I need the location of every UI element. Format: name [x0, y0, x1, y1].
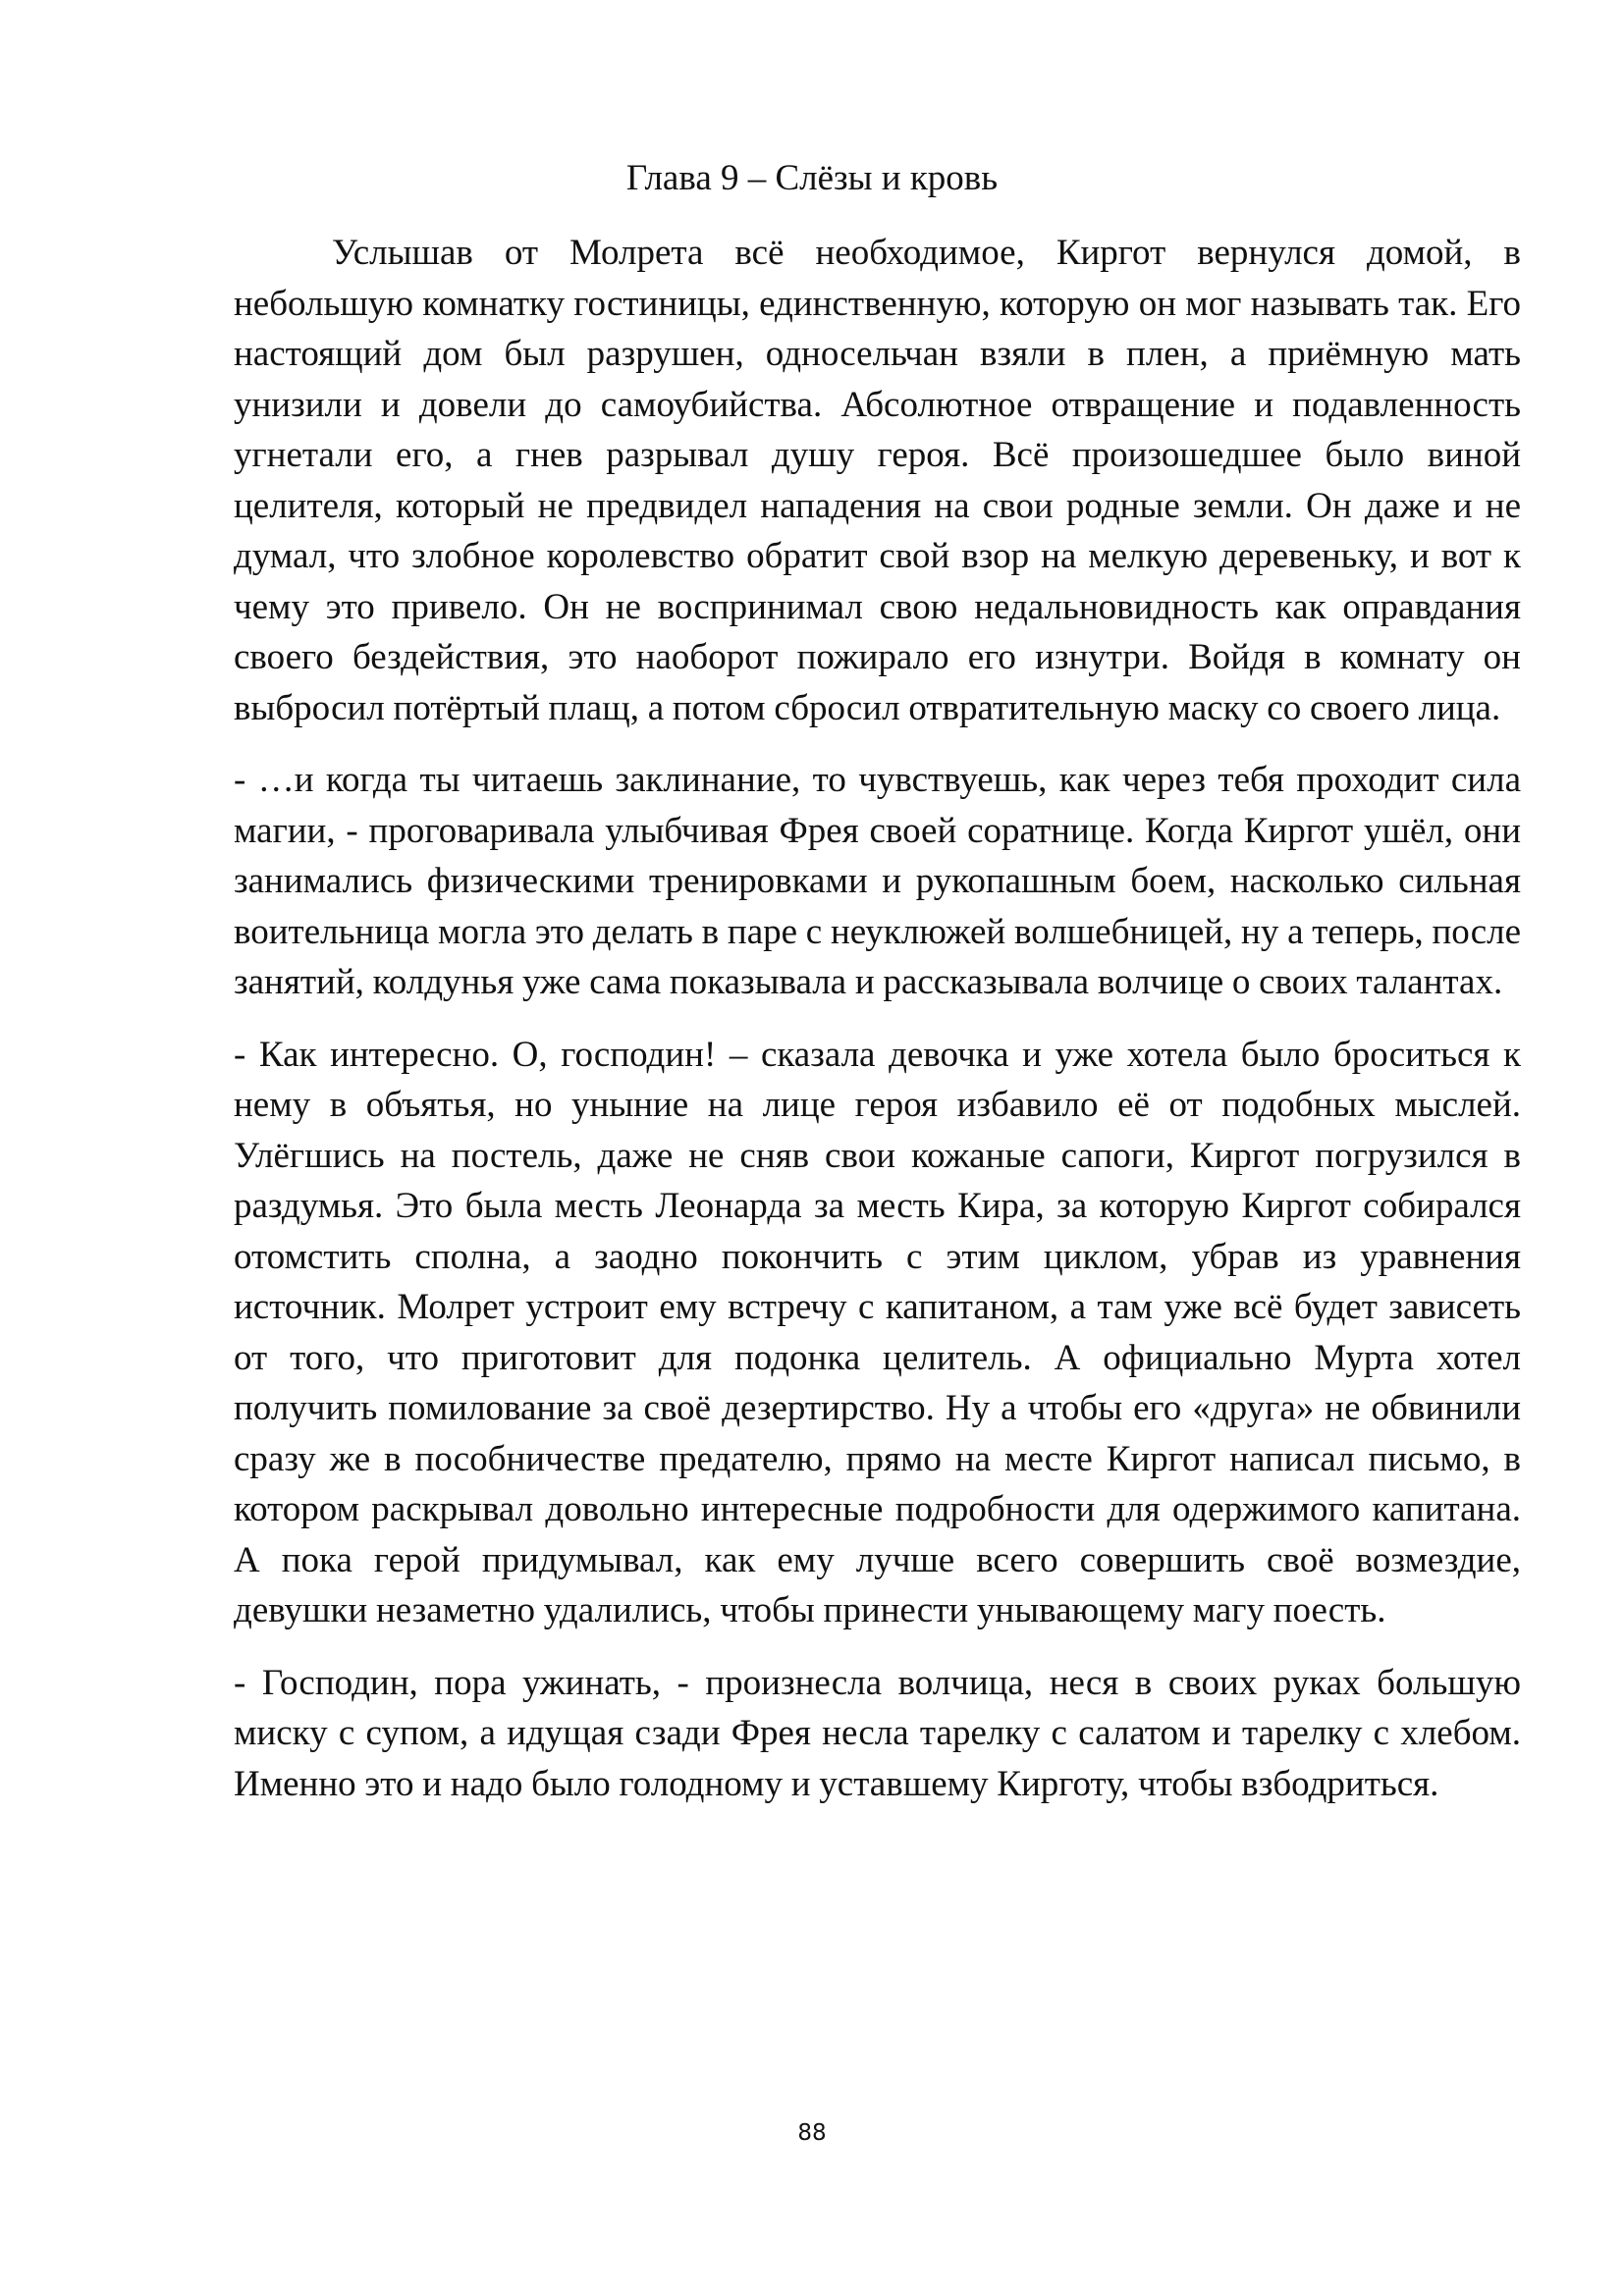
chapter-body: [234, 228, 1521, 1831]
paragraph: - Как интересно. О, господин! – сказала девочка и уже хотела было броситься к нему в объятья, но уныние на лице героя избавило её от подобных мыслей. Улёгшись на постель, даже не сняв свои кожаные сапоги, Киргот погрузился в раздумья. Это была месть Леонарда за месть Кира, за которую Киргот собирался отомстить сполна, а заодно покончить с этим циклом, убрав из уравнения источник. Молрет устроит ему встречу с капитаном, а там уже всё будет зависеть от того, что приготовит для подонка целитель. А официально Мурта хотел получить помилование за своё дезертирство. Ну а чтобы его «друга» не обвинили сразу же в пособничестве предателю, прямо на месте Киргот написал письмо, в котором раскрывал довольно интересные подробности для одержимого капитана. А пока герой придумывал, как ему лучше всего совершить своё возмездие, девушки незаметно удалились, чтобы принести унывающему магу поесть.: [234, 1034, 1521, 1630]
paragraph: Услышав от Молрета всё необходимое, Киргот вернулся домой, в небольшую комнатку гостиницы, единственную, которую он мог называть так. Его настоящий дом был разрушен, односельчан взяли в плен, а приёмную мать унизили и довели до самоубийства. Абсолютное отвращение и подавленность угнетали его, а гнев разрывал душу героя. Всё произошедшее было виной целителя, который не предвидел нападения на свои родные земли. Он даже и не думал, что злобное королевство обратит свой взор на мелкую деревеньку, и вот к чему это привело. Он не воспринимал свою недальновидность как оправдания своего бездействия, это наоборот пожирало его изнутри. Войдя в комнату он выбросил потёртый плащ, а потом сбросил отвратительную маску со своего лица.: [234, 233, 1521, 728]
chapter-title: Глава 9 – Слёзы и кровь: [625, 158, 999, 198]
paragraph: - …и когда ты читаешь заклинание, то чувствуешь, как через тебя проходит сила магии, - проговаривала улыбчивая Фрея своей соратнице. Когда Киргот ушёл, они занимались физическими тренировками и рукопашным боем, насколько сильная воительница могла это делать в паре с неуклюжей волшебницей, ну а теперь, после занятий, колдунья уже сама показывала и рассказывала волчице о своих талантах.: [234, 760, 1521, 1002]
paragraph: - Господин, пора ужинать, - произнесла волчица, неся в своих руках большую миску с супом, а идущая сзади Фрея несла тарелку с салатом и тарелку с хлебом. Именно это и надо было голодному и уставшему Кирготу, чтобы взбодриться.: [234, 1662, 1521, 1804]
page-number: 88: [797, 2120, 827, 2146]
